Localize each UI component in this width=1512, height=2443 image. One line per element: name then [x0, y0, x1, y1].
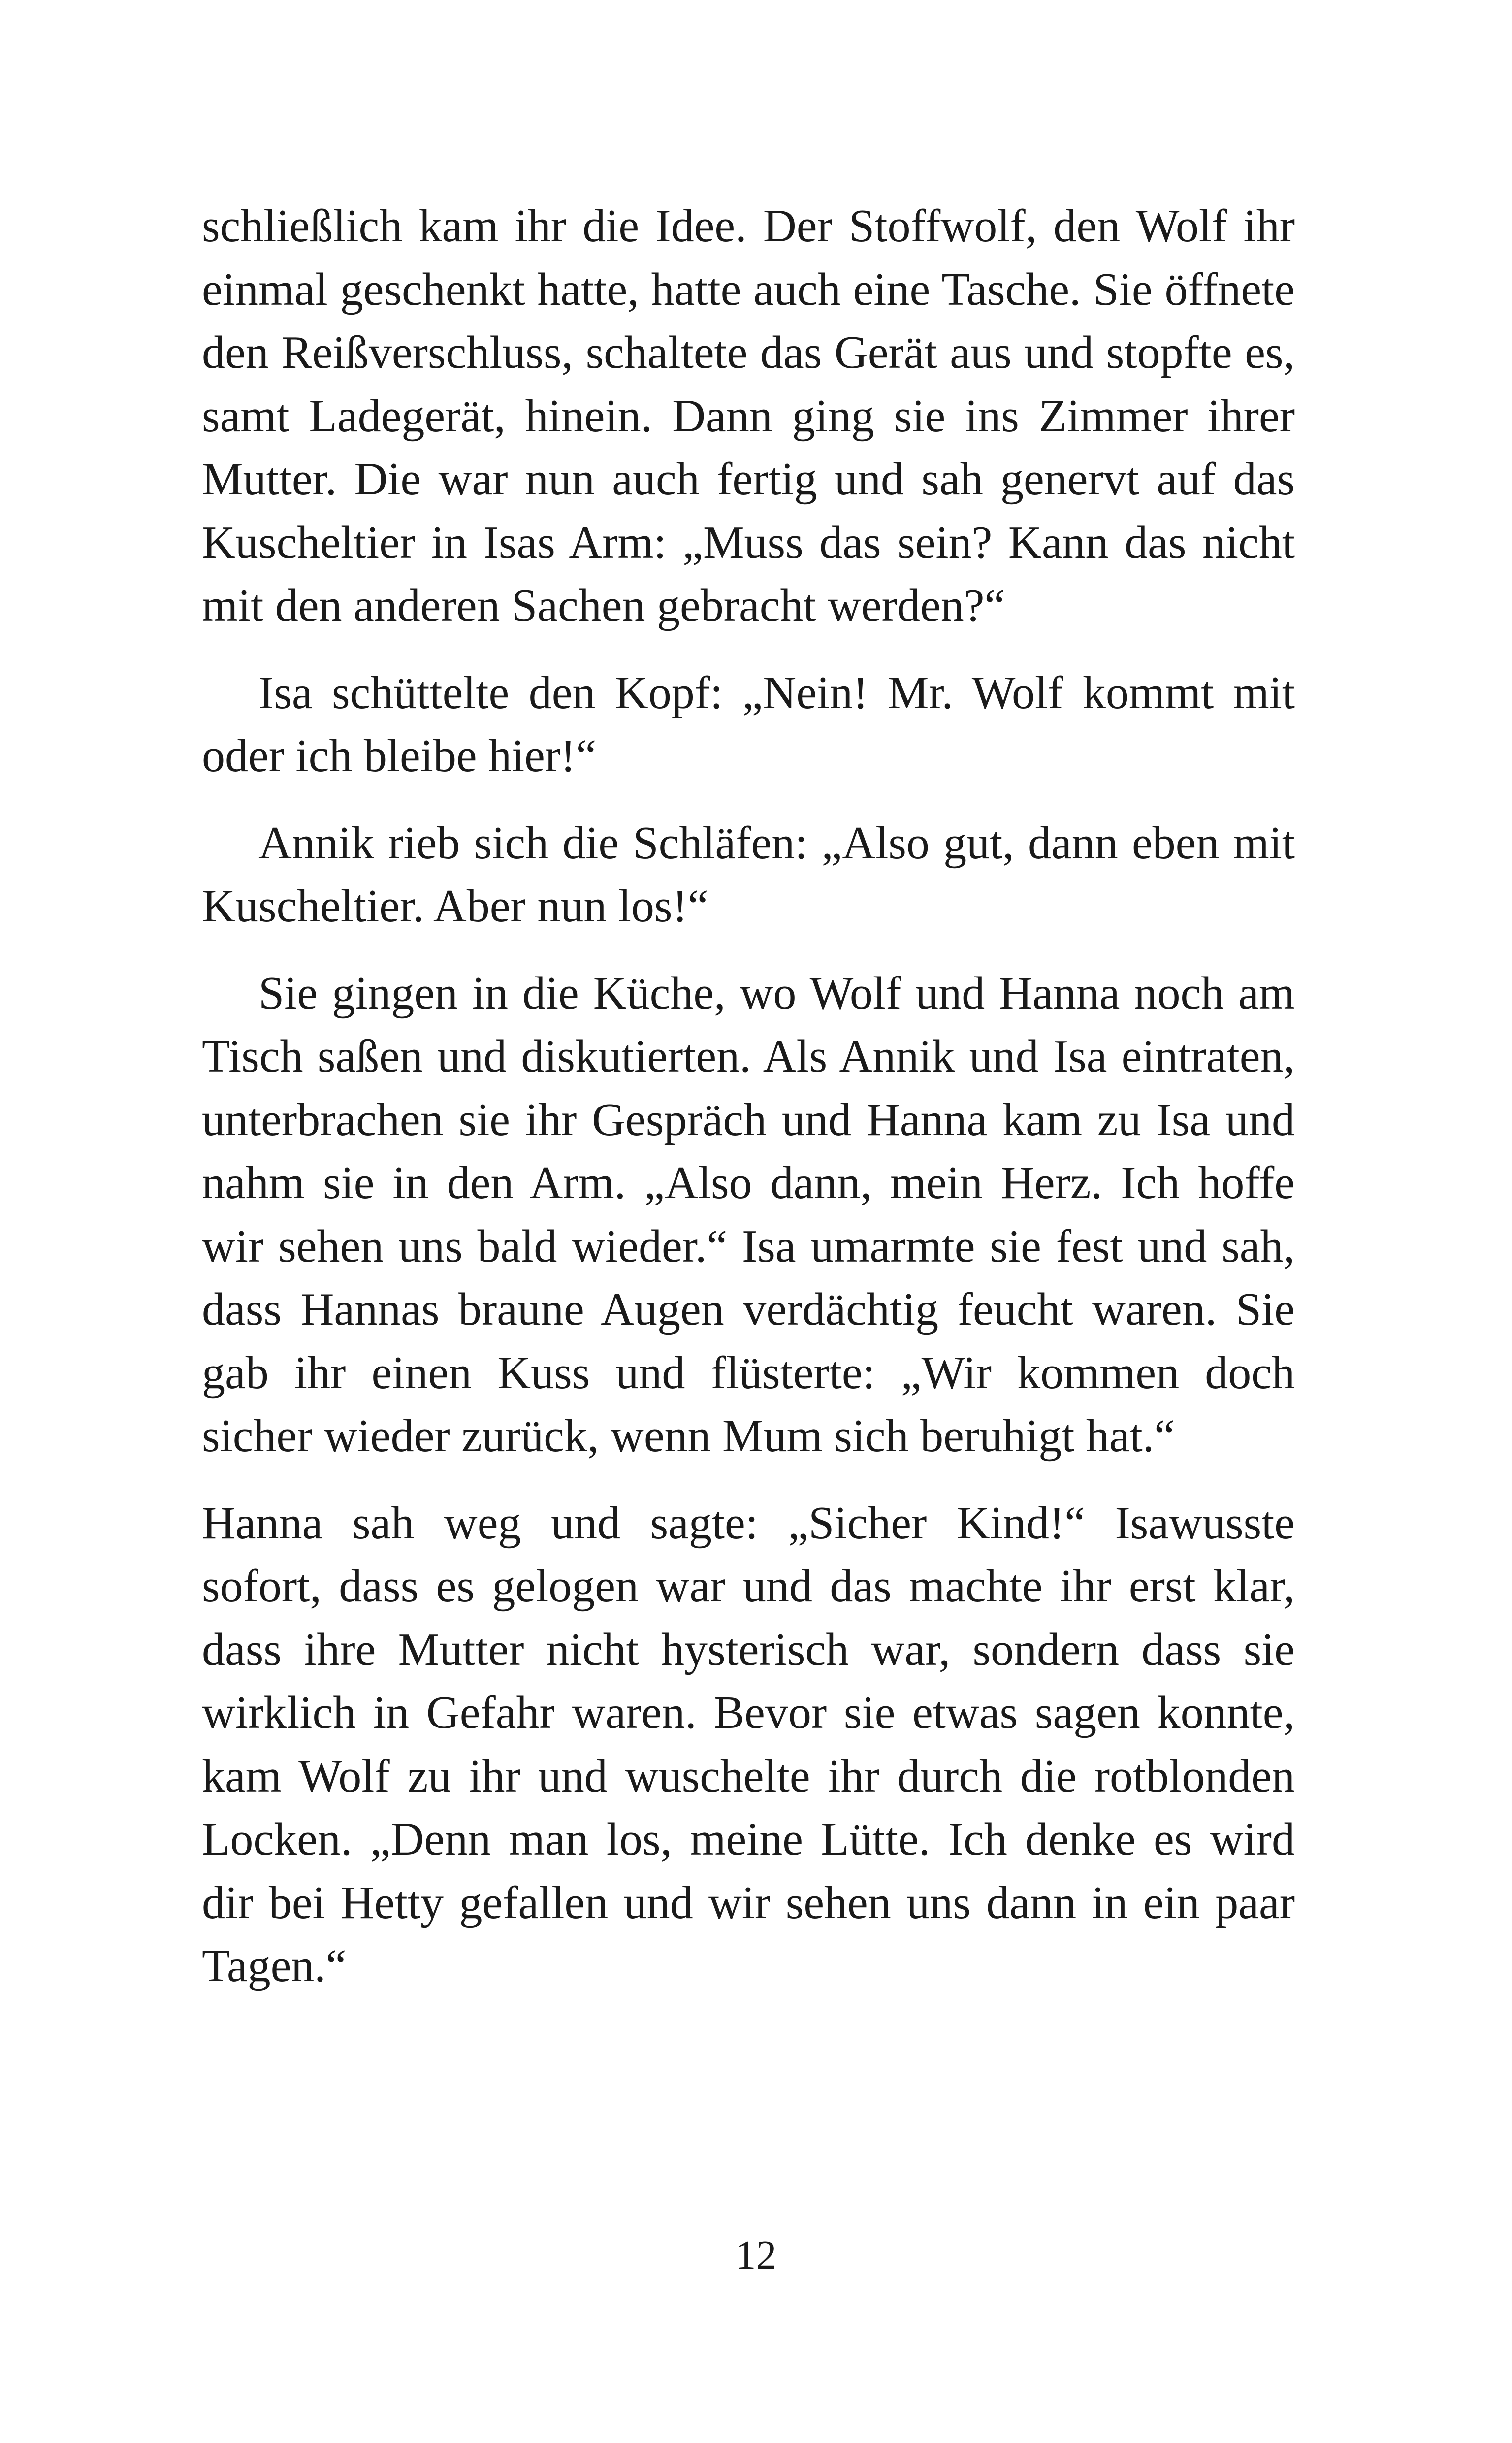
page-number: 12 — [735, 2232, 777, 2278]
paragraph-continuation: schließlich kam ihr die Idee. Der Stoffwolf, den Wolf ihr einmal geschenkt hatte, hatte auch eine Tasche. Sie öffnete den Reißverschluss, schaltete das Gerät aus und stopfte es, samt Ladegerät, hinein. Dann ging sie ins Zimmer ihrer Mutter. Die war nun auch fertig und sah genervt auf das Kuscheltier in Isas Arm: „Muss das sein? Kann das nicht mit den anderen Sachen gebracht werden?“ — [202, 200, 1295, 631]
paragraph: Annik rieb sich die Schläfen: „Also gut, dann eben mit Kuscheltier. Aber nun los!“ — [202, 817, 1295, 932]
paragraph: Sie gingen in die Küche, wo Wolf und Hanna noch am Tisch saßen und diskutierten. Als Annik und Isa eintraten, unterbrachen sie ihr Gespräch und Hanna kam zu Isa und nahm sie in den Arm. „Also dann, mein Herz. Ich hoffe wir sehen uns bald wieder.“ Isa umarmte sie fest und sah, dass Hannas braune Augen verdächtig feucht waren. Sie gab ihr einen Kuss und flüsterte: „Wir kommen doch sicher wieder zurück, wenn Mum sich beruhigt hat.“ — [202, 967, 1295, 1462]
paragraph: Isa schüttelte den Kopf: „Nein! Mr. Wolf kommt mit oder ich bleibe hier!“ — [202, 667, 1295, 782]
paragraph: Hanna sah weg und sagte: „Sicher Kind!“ Isawusste sofort, dass es gelogen war und das machte ihr erst klar, dass ihre Mutter nicht hysterisch war, sondern dass sie wirklich in Gefahr waren. Bevor sie etwas sagen konnte, kam Wolf zu ihr und wuschelte ihr durch die rotblonden Locken. „Denn man los, meine Lütte. Ich denke es wird dir bei Hetty gefallen und wir sehen uns dann in ein paar Tagen.“ — [202, 1497, 1295, 1991]
body-text — [202, 195, 1295, 2021]
